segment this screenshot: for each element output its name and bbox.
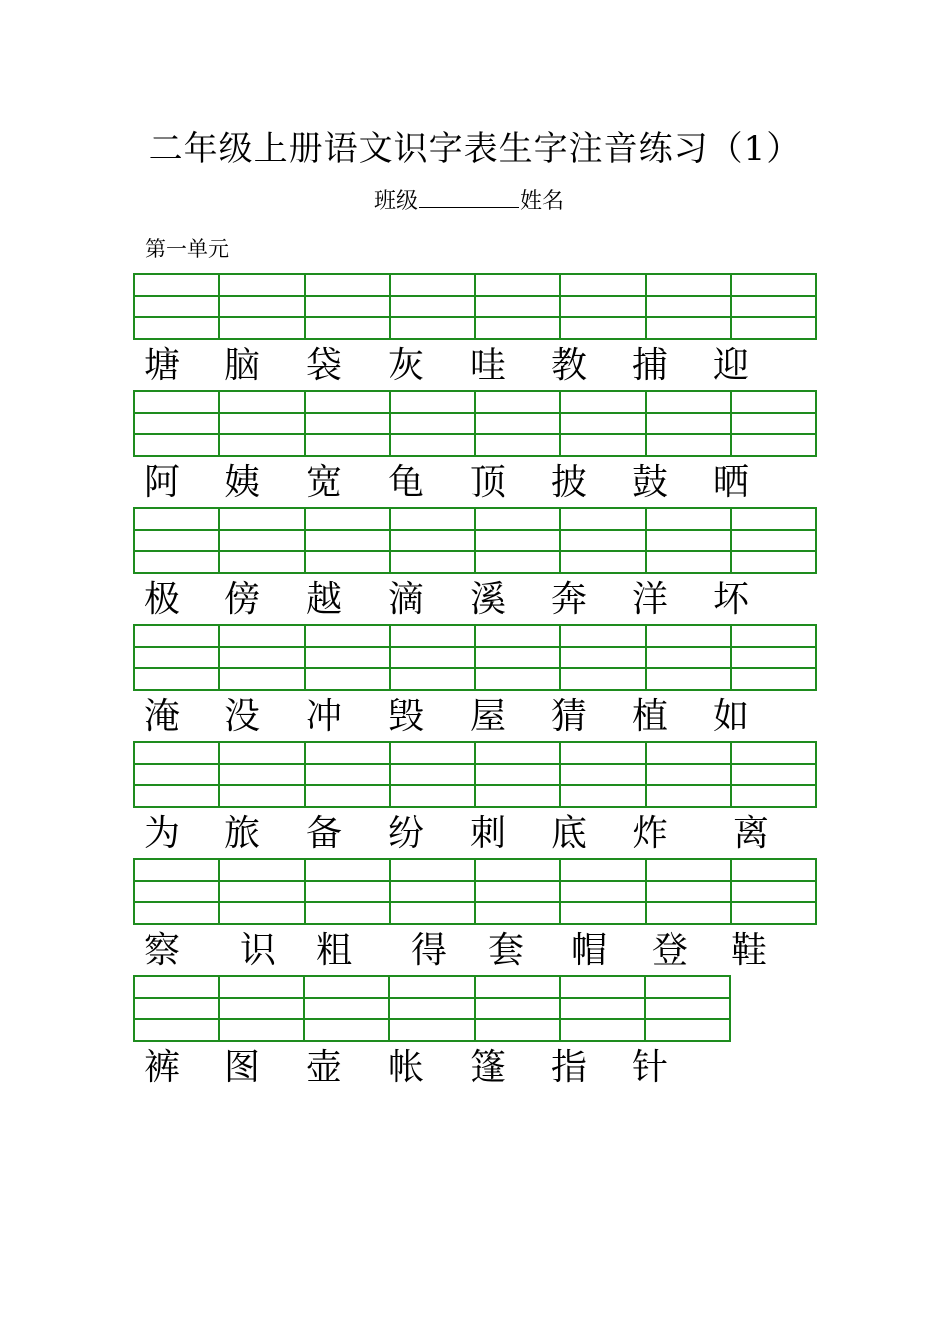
pinyin-writing-cell[interactable] (220, 297, 305, 318)
pinyin-writing-cell[interactable] (220, 765, 305, 786)
pinyin-writing-cell[interactable] (647, 765, 732, 786)
pinyin-writing-cell[interactable] (135, 765, 220, 786)
pinyin-writing-cell[interactable] (647, 860, 732, 882)
pinyin-writing-cell[interactable] (390, 999, 475, 1020)
pinyin-writing-cell[interactable] (391, 765, 476, 786)
chinese-character: 登 (651, 930, 688, 971)
pinyin-writing-cell[interactable] (476, 1020, 561, 1042)
pinyin-writing-cell[interactable] (391, 669, 476, 691)
pinyin-writing-cell[interactable] (646, 999, 731, 1020)
pinyin-writing-cell[interactable] (732, 882, 817, 903)
pinyin-writing-cell[interactable] (647, 414, 732, 435)
pinyin-grid (133, 624, 817, 691)
pinyin-writing-cell[interactable] (561, 531, 646, 552)
chinese-character: 帐 (387, 1047, 424, 1088)
chinese-character: 察 (143, 930, 180, 971)
pinyin-writing-cell[interactable] (476, 552, 561, 574)
pinyin-writing-cell[interactable] (135, 509, 220, 531)
pinyin-writing-cell[interactable] (647, 669, 732, 691)
pinyin-writing-cell[interactable] (476, 669, 561, 691)
pinyin-writing-cell[interactable] (476, 860, 561, 882)
pinyin-writing-cell[interactable] (220, 414, 305, 435)
chinese-character: 毁 (387, 696, 424, 737)
chinese-character: 指 (550, 1047, 587, 1088)
pinyin-writing-cell[interactable] (647, 509, 732, 531)
pinyin-writing-cell[interactable] (391, 743, 476, 765)
chinese-character: 傍 (223, 579, 260, 620)
pinyin-writing-cell[interactable] (306, 509, 391, 531)
chinese-character: 洋 (631, 579, 668, 620)
pinyin-writing-cell[interactable] (391, 552, 476, 574)
pinyin-writing-cell[interactable] (476, 414, 561, 435)
pinyin-writing-cell[interactable] (732, 860, 817, 882)
chinese-character: 壶 (305, 1047, 342, 1088)
pinyin-writing-cell[interactable] (135, 648, 220, 669)
pinyin-writing-cell[interactable] (220, 860, 305, 882)
pinyin-writing-cell[interactable] (220, 882, 305, 903)
chinese-character: 底 (550, 813, 587, 854)
chinese-character: 屋 (469, 696, 506, 737)
chinese-character: 帽 (570, 930, 607, 971)
pinyin-writing-cell[interactable] (391, 435, 476, 457)
pinyin-writing-cell[interactable] (220, 531, 305, 552)
chinese-character: 鞋 (730, 930, 767, 971)
pinyin-writing-cell[interactable] (220, 275, 305, 297)
pinyin-writing-cell[interactable] (561, 903, 646, 925)
pinyin-writing-cell[interactable] (476, 318, 561, 340)
class-blank[interactable] (419, 185, 519, 208)
pinyin-grid (133, 507, 817, 574)
pinyin-writing-cell[interactable] (306, 786, 391, 808)
chinese-character: 识 (239, 930, 276, 971)
pinyin-writing-cell[interactable] (561, 552, 646, 574)
pinyin-writing-cell[interactable] (732, 509, 817, 531)
chinese-character: 捕 (631, 345, 668, 386)
pinyin-writing-cell[interactable] (561, 275, 646, 297)
chinese-character: 奔 (550, 579, 587, 620)
pinyin-writing-cell[interactable] (391, 882, 476, 903)
pinyin-writing-cell[interactable] (561, 786, 646, 808)
character-row (0, 459, 950, 507)
chinese-character: 针 (631, 1047, 668, 1088)
pinyin-writing-cell[interactable] (732, 743, 817, 765)
chinese-character: 晒 (712, 462, 749, 503)
pinyin-writing-cell[interactable] (561, 318, 646, 340)
pinyin-writing-cell[interactable] (476, 531, 561, 552)
pinyin-writing-cell[interactable] (732, 318, 817, 340)
pinyin-writing-cell[interactable] (135, 669, 220, 691)
chinese-character: 裤 (143, 1047, 180, 1088)
pinyin-writing-cell[interactable] (135, 392, 220, 414)
pinyin-writing-cell[interactable] (647, 552, 732, 574)
pinyin-writing-cell[interactable] (306, 765, 391, 786)
character-row (0, 576, 950, 624)
pinyin-writing-cell[interactable] (561, 977, 646, 999)
pinyin-writing-cell[interactable] (305, 977, 390, 999)
chinese-character: 宽 (305, 462, 342, 503)
pinyin-writing-cell[interactable] (561, 999, 646, 1020)
pinyin-writing-cell[interactable] (220, 743, 305, 765)
pinyin-writing-cell[interactable] (647, 531, 732, 552)
chinese-character: 旅 (223, 813, 260, 854)
chinese-character: 坏 (712, 579, 749, 620)
pinyin-writing-cell[interactable] (306, 318, 391, 340)
pinyin-writing-cell[interactable] (220, 1020, 305, 1042)
unit-label: 第一单元 (145, 237, 229, 261)
pinyin-writing-cell[interactable] (306, 882, 391, 903)
pinyin-writing-cell[interactable] (476, 977, 561, 999)
pinyin-writing-cell[interactable] (732, 903, 817, 925)
chinese-character: 脑 (223, 345, 260, 386)
pinyin-writing-cell[interactable] (220, 435, 305, 457)
pinyin-writing-cell[interactable] (476, 297, 561, 318)
class-label: 班级 (374, 189, 419, 214)
chinese-character: 顶 (469, 462, 506, 503)
pinyin-writing-cell[interactable] (561, 1020, 646, 1042)
chinese-character: 植 (631, 696, 668, 737)
pinyin-writing-cell[interactable] (391, 786, 476, 808)
pinyin-grid (133, 741, 817, 808)
chinese-character: 迎 (712, 345, 749, 386)
pinyin-writing-cell[interactable] (732, 765, 817, 786)
pinyin-writing-cell[interactable] (647, 903, 732, 925)
pinyin-writing-cell[interactable] (476, 509, 561, 531)
pinyin-writing-cell[interactable] (561, 414, 646, 435)
chinese-character: 刺 (469, 813, 506, 854)
pinyin-writing-cell[interactable] (476, 743, 561, 765)
pinyin-writing-cell[interactable] (390, 1020, 475, 1042)
pinyin-writing-cell[interactable] (646, 977, 731, 999)
chinese-character: 没 (223, 696, 260, 737)
character-row (0, 342, 950, 390)
pinyin-writing-cell[interactable] (732, 669, 817, 691)
pinyin-writing-cell[interactable] (646, 1020, 731, 1042)
pinyin-writing-cell[interactable] (220, 509, 305, 531)
pinyin-writing-cell[interactable] (391, 297, 476, 318)
pinyin-writing-cell[interactable] (732, 531, 817, 552)
pinyin-writing-cell[interactable] (135, 626, 220, 648)
chinese-character: 溪 (469, 579, 506, 620)
chinese-character: 猜 (550, 696, 587, 737)
chinese-character: 粗 (315, 930, 352, 971)
pinyin-writing-cell[interactable] (135, 882, 220, 903)
pinyin-grid (133, 858, 817, 925)
pinyin-writing-cell[interactable] (220, 786, 305, 808)
chinese-character: 为 (143, 813, 180, 854)
pinyin-writing-cell[interactable] (306, 414, 391, 435)
character-row (0, 927, 950, 975)
chinese-character: 纷 (387, 813, 424, 854)
pinyin-writing-cell[interactable] (306, 743, 391, 765)
character-row (0, 810, 950, 858)
pinyin-writing-cell[interactable] (220, 977, 305, 999)
pinyin-writing-cell[interactable] (391, 626, 476, 648)
pinyin-writing-cell[interactable] (561, 297, 646, 318)
pinyin-writing-cell[interactable] (476, 999, 561, 1020)
pinyin-writing-cell[interactable] (135, 1020, 220, 1042)
pinyin-writing-cell[interactable] (391, 531, 476, 552)
pinyin-writing-cell[interactable] (391, 903, 476, 925)
chinese-character: 阿 (143, 462, 180, 503)
pinyin-writing-cell[interactable] (391, 318, 476, 340)
pinyin-writing-cell[interactable] (135, 318, 220, 340)
pinyin-writing-cell[interactable] (220, 626, 305, 648)
chinese-character: 灰 (387, 345, 424, 386)
chinese-character: 越 (305, 579, 342, 620)
chinese-character: 塘 (143, 345, 180, 386)
pinyin-writing-cell[interactable] (306, 297, 391, 318)
chinese-character: 炸 (631, 813, 668, 854)
chinese-character: 袋 (305, 345, 342, 386)
pinyin-writing-cell[interactable] (732, 626, 817, 648)
pinyin-writing-cell[interactable] (391, 860, 476, 882)
pinyin-writing-cell[interactable] (220, 903, 305, 925)
pinyin-writing-cell[interactable] (476, 435, 561, 457)
chinese-character: 教 (550, 345, 587, 386)
pinyin-writing-cell[interactable] (135, 435, 220, 457)
pinyin-writing-cell[interactable] (476, 765, 561, 786)
pinyin-writing-cell[interactable] (561, 648, 646, 669)
pinyin-writing-cell[interactable] (476, 392, 561, 414)
pinyin-writing-cell[interactable] (306, 435, 391, 457)
chinese-character: 冲 (305, 696, 342, 737)
pinyin-writing-cell[interactable] (135, 903, 220, 925)
pinyin-writing-cell[interactable] (220, 648, 305, 669)
pinyin-writing-cell[interactable] (135, 977, 220, 999)
pinyin-writing-cell[interactable] (561, 626, 646, 648)
chinese-character: 篷 (469, 1047, 506, 1088)
pinyin-writing-cell[interactable] (306, 531, 391, 552)
pinyin-writing-cell[interactable] (647, 392, 732, 414)
pinyin-writing-cell[interactable] (732, 414, 817, 435)
pinyin-writing-cell[interactable] (135, 860, 220, 882)
pinyin-writing-cell[interactable] (732, 786, 817, 808)
pinyin-writing-cell[interactable] (476, 882, 561, 903)
pinyin-writing-cell[interactable] (306, 903, 391, 925)
chinese-character: 姨 (223, 462, 260, 503)
chinese-character: 极 (143, 579, 180, 620)
character-row (0, 693, 950, 741)
pinyin-writing-cell[interactable] (135, 297, 220, 318)
pinyin-writing-cell[interactable] (561, 765, 646, 786)
chinese-character: 离 (732, 813, 769, 854)
pinyin-writing-cell[interactable] (390, 977, 475, 999)
pinyin-writing-cell[interactable] (135, 414, 220, 435)
chinese-character: 鼓 (631, 462, 668, 503)
pinyin-writing-cell[interactable] (647, 786, 732, 808)
pinyin-grid (133, 975, 731, 1042)
pinyin-writing-cell[interactable] (306, 552, 391, 574)
pinyin-writing-cell[interactable] (561, 435, 646, 457)
pinyin-writing-cell[interactable] (476, 648, 561, 669)
pinyin-writing-cell[interactable] (306, 392, 391, 414)
character-row (0, 1044, 950, 1092)
pinyin-writing-cell[interactable] (135, 786, 220, 808)
pinyin-writing-cell[interactable] (306, 275, 391, 297)
pinyin-grid (133, 273, 817, 340)
pinyin-writing-cell[interactable] (732, 435, 817, 457)
pinyin-writing-cell[interactable] (647, 882, 732, 903)
pinyin-writing-cell[interactable] (561, 669, 646, 691)
pinyin-writing-cell[interactable] (135, 743, 220, 765)
pinyin-writing-cell[interactable] (647, 648, 732, 669)
pinyin-writing-cell[interactable] (561, 743, 646, 765)
pinyin-writing-cell[interactable] (647, 275, 732, 297)
pinyin-writing-cell[interactable] (476, 786, 561, 808)
pinyin-writing-cell[interactable] (305, 999, 390, 1020)
pinyin-writing-cell[interactable] (391, 509, 476, 531)
pinyin-writing-cell[interactable] (135, 531, 220, 552)
pinyin-writing-cell[interactable] (732, 648, 817, 669)
chinese-character: 图 (223, 1047, 260, 1088)
chinese-character: 哇 (469, 345, 506, 386)
pinyin-writing-cell[interactable] (476, 903, 561, 925)
pinyin-writing-cell[interactable] (220, 999, 305, 1020)
student-info-line (374, 185, 564, 217)
chinese-character: 套 (487, 930, 524, 971)
pinyin-writing-cell[interactable] (305, 1020, 390, 1042)
pinyin-writing-cell[interactable] (391, 648, 476, 669)
chinese-character: 滴 (387, 579, 424, 620)
pinyin-writing-cell[interactable] (647, 626, 732, 648)
pinyin-writing-cell[interactable] (391, 392, 476, 414)
pinyin-writing-cell[interactable] (220, 318, 305, 340)
pinyin-writing-cell[interactable] (306, 626, 391, 648)
pinyin-writing-cell[interactable] (732, 275, 817, 297)
page-title: 二年级上册语文识字表生字注音练习（1） (148, 129, 802, 169)
pinyin-writing-cell[interactable] (647, 743, 732, 765)
pinyin-writing-cell[interactable] (306, 860, 391, 882)
pinyin-writing-cell[interactable] (732, 552, 817, 574)
pinyin-writing-cell[interactable] (476, 626, 561, 648)
pinyin-writing-cell[interactable] (647, 297, 732, 318)
pinyin-writing-cell[interactable] (561, 509, 646, 531)
pinyin-writing-cell[interactable] (732, 297, 817, 318)
pinyin-writing-cell[interactable] (561, 392, 646, 414)
pinyin-writing-cell[interactable] (135, 275, 220, 297)
chinese-character: 淹 (143, 696, 180, 737)
pinyin-writing-cell[interactable] (220, 392, 305, 414)
pinyin-writing-cell[interactable] (476, 275, 561, 297)
pinyin-writing-cell[interactable] (732, 392, 817, 414)
pinyin-writing-cell[interactable] (561, 860, 646, 882)
pinyin-writing-cell[interactable] (135, 552, 220, 574)
chinese-character: 披 (550, 462, 587, 503)
pinyin-writing-cell[interactable] (135, 999, 220, 1020)
chinese-character: 备 (305, 813, 342, 854)
pinyin-writing-cell[interactable] (647, 318, 732, 340)
chinese-character: 龟 (387, 462, 424, 503)
pinyin-writing-cell[interactable] (561, 882, 646, 903)
pinyin-writing-cell[interactable] (220, 669, 305, 691)
pinyin-writing-cell[interactable] (391, 414, 476, 435)
pinyin-writing-cell[interactable] (306, 669, 391, 691)
pinyin-writing-cell[interactable] (220, 552, 305, 574)
chinese-character: 如 (712, 696, 749, 737)
name-label: 姓名 (520, 189, 565, 214)
pinyin-grid (133, 390, 817, 457)
pinyin-writing-cell[interactable] (391, 275, 476, 297)
pinyin-writing-cell[interactable] (647, 435, 732, 457)
pinyin-writing-cell[interactable] (306, 648, 391, 669)
chinese-character: 得 (410, 930, 447, 971)
